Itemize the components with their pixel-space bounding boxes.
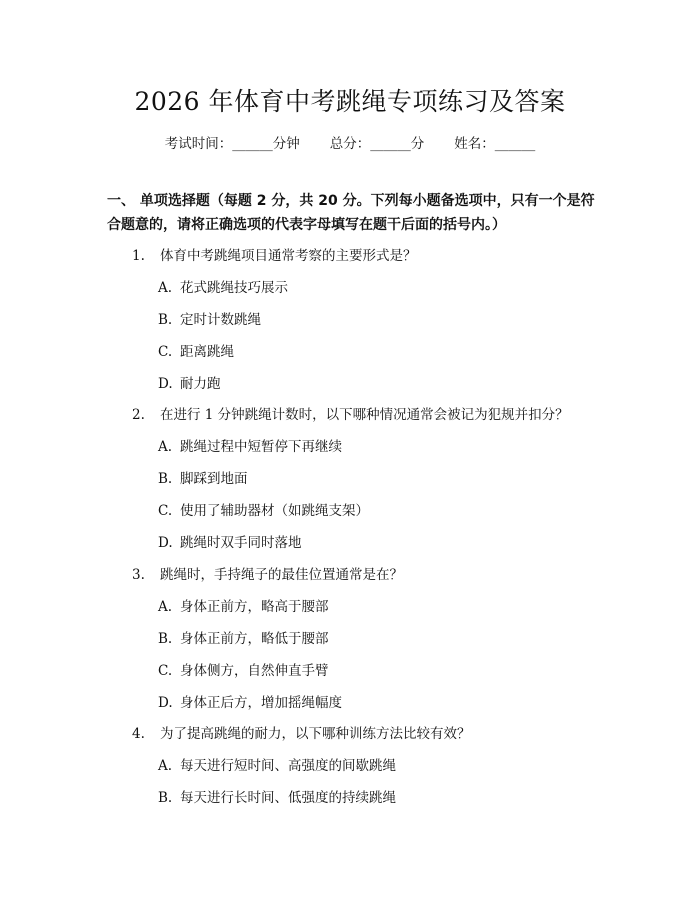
section-heading-single-choice: 一、 单项选择题（每题 2 分，共 20 分。下列每小题备选项中，只有一个是符合题意的，请将正确选项的代表字母填写在题干后面的括号内。）	[107, 193, 595, 233]
option-text: 定时计数跳绳	[180, 312, 261, 328]
question-3-option-a	[158, 595, 329, 615]
question-1-option-a	[158, 276, 288, 296]
question-text: 体育中考跳绳项目通常考察的主要形式是？	[160, 248, 417, 264]
question-number: 1.	[132, 248, 145, 264]
option-text: 身体正前方，略低于腰部	[180, 631, 329, 647]
question-3-option-b	[158, 627, 329, 647]
option-letter: B.	[158, 312, 173, 328]
option-letter: C.	[158, 663, 173, 679]
option-letter: B.	[158, 471, 173, 487]
option-text: 耐力跑	[180, 376, 221, 392]
option-letter: B.	[158, 631, 173, 647]
question-3-option-d	[158, 691, 342, 711]
option-letter: D.	[158, 376, 173, 392]
option-letter: C.	[158, 344, 173, 360]
question-2-option-d	[158, 531, 302, 551]
option-text: 身体正前方，略高于腰部	[180, 599, 329, 615]
option-letter: A.	[158, 280, 173, 296]
option-letter: D.	[158, 535, 173, 551]
option-text: 跳绳过程中短暂停下再继续	[180, 439, 342, 455]
question-4-option-a	[158, 754, 396, 774]
option-letter: A.	[158, 439, 173, 455]
exam-time-field: 考试时间：______分钟	[164, 136, 300, 152]
question-number: 4.	[132, 726, 145, 742]
total-score-field: 总分：______分	[329, 136, 425, 152]
option-text: 使用了辅助器材（如跳绳支架）	[180, 503, 369, 519]
document-title: 2026 年体育中考跳绳专项练习及答案	[134, 87, 566, 116]
question-2-option-b	[158, 467, 248, 487]
question-3-option-c	[158, 659, 329, 679]
option-text: 跳绳时双手同时落地	[180, 535, 302, 551]
question-3	[132, 563, 403, 583]
question-2-option-a	[158, 435, 342, 455]
question-2	[132, 403, 569, 423]
option-letter: B.	[158, 790, 173, 806]
student-name-field: 姓名：______	[454, 136, 536, 152]
option-letter: D.	[158, 695, 173, 711]
option-text: 每天进行短时间、高强度的间歇跳绳	[180, 758, 396, 774]
option-text: 每天进行长时间、低强度的持续跳绳	[180, 790, 396, 806]
option-text: 花式跳绳技巧展示	[180, 280, 288, 296]
question-4	[132, 722, 471, 742]
option-letter: C.	[158, 503, 173, 519]
option-text: 脚踩到地面	[180, 471, 248, 487]
option-text: 距离跳绳	[180, 344, 234, 360]
option-letter: A.	[158, 599, 173, 615]
question-2-option-c	[158, 499, 369, 519]
exam-info-row	[0, 132, 700, 152]
question-1-option-c	[158, 340, 234, 360]
question-text: 为了提高跳绳的耐力，以下哪种训练方法比较有效？	[160, 726, 471, 742]
question-number: 3.	[132, 567, 145, 583]
question-1	[132, 244, 417, 264]
option-text: 身体正后方，增加摇绳幅度	[180, 695, 342, 711]
question-4-option-b	[158, 786, 396, 806]
option-text: 身体侧方，自然伸直手臂	[180, 663, 329, 679]
question-text: 跳绳时，手持绳子的最佳位置通常是在？	[160, 567, 403, 583]
question-1-option-b	[158, 308, 261, 328]
question-text: 在进行 1 分钟跳绳计数时，以下哪种情况通常会被记为犯规并扣分？	[160, 407, 569, 423]
option-letter: A.	[158, 758, 173, 774]
question-number: 2.	[132, 407, 145, 423]
question-1-option-d	[158, 372, 221, 392]
